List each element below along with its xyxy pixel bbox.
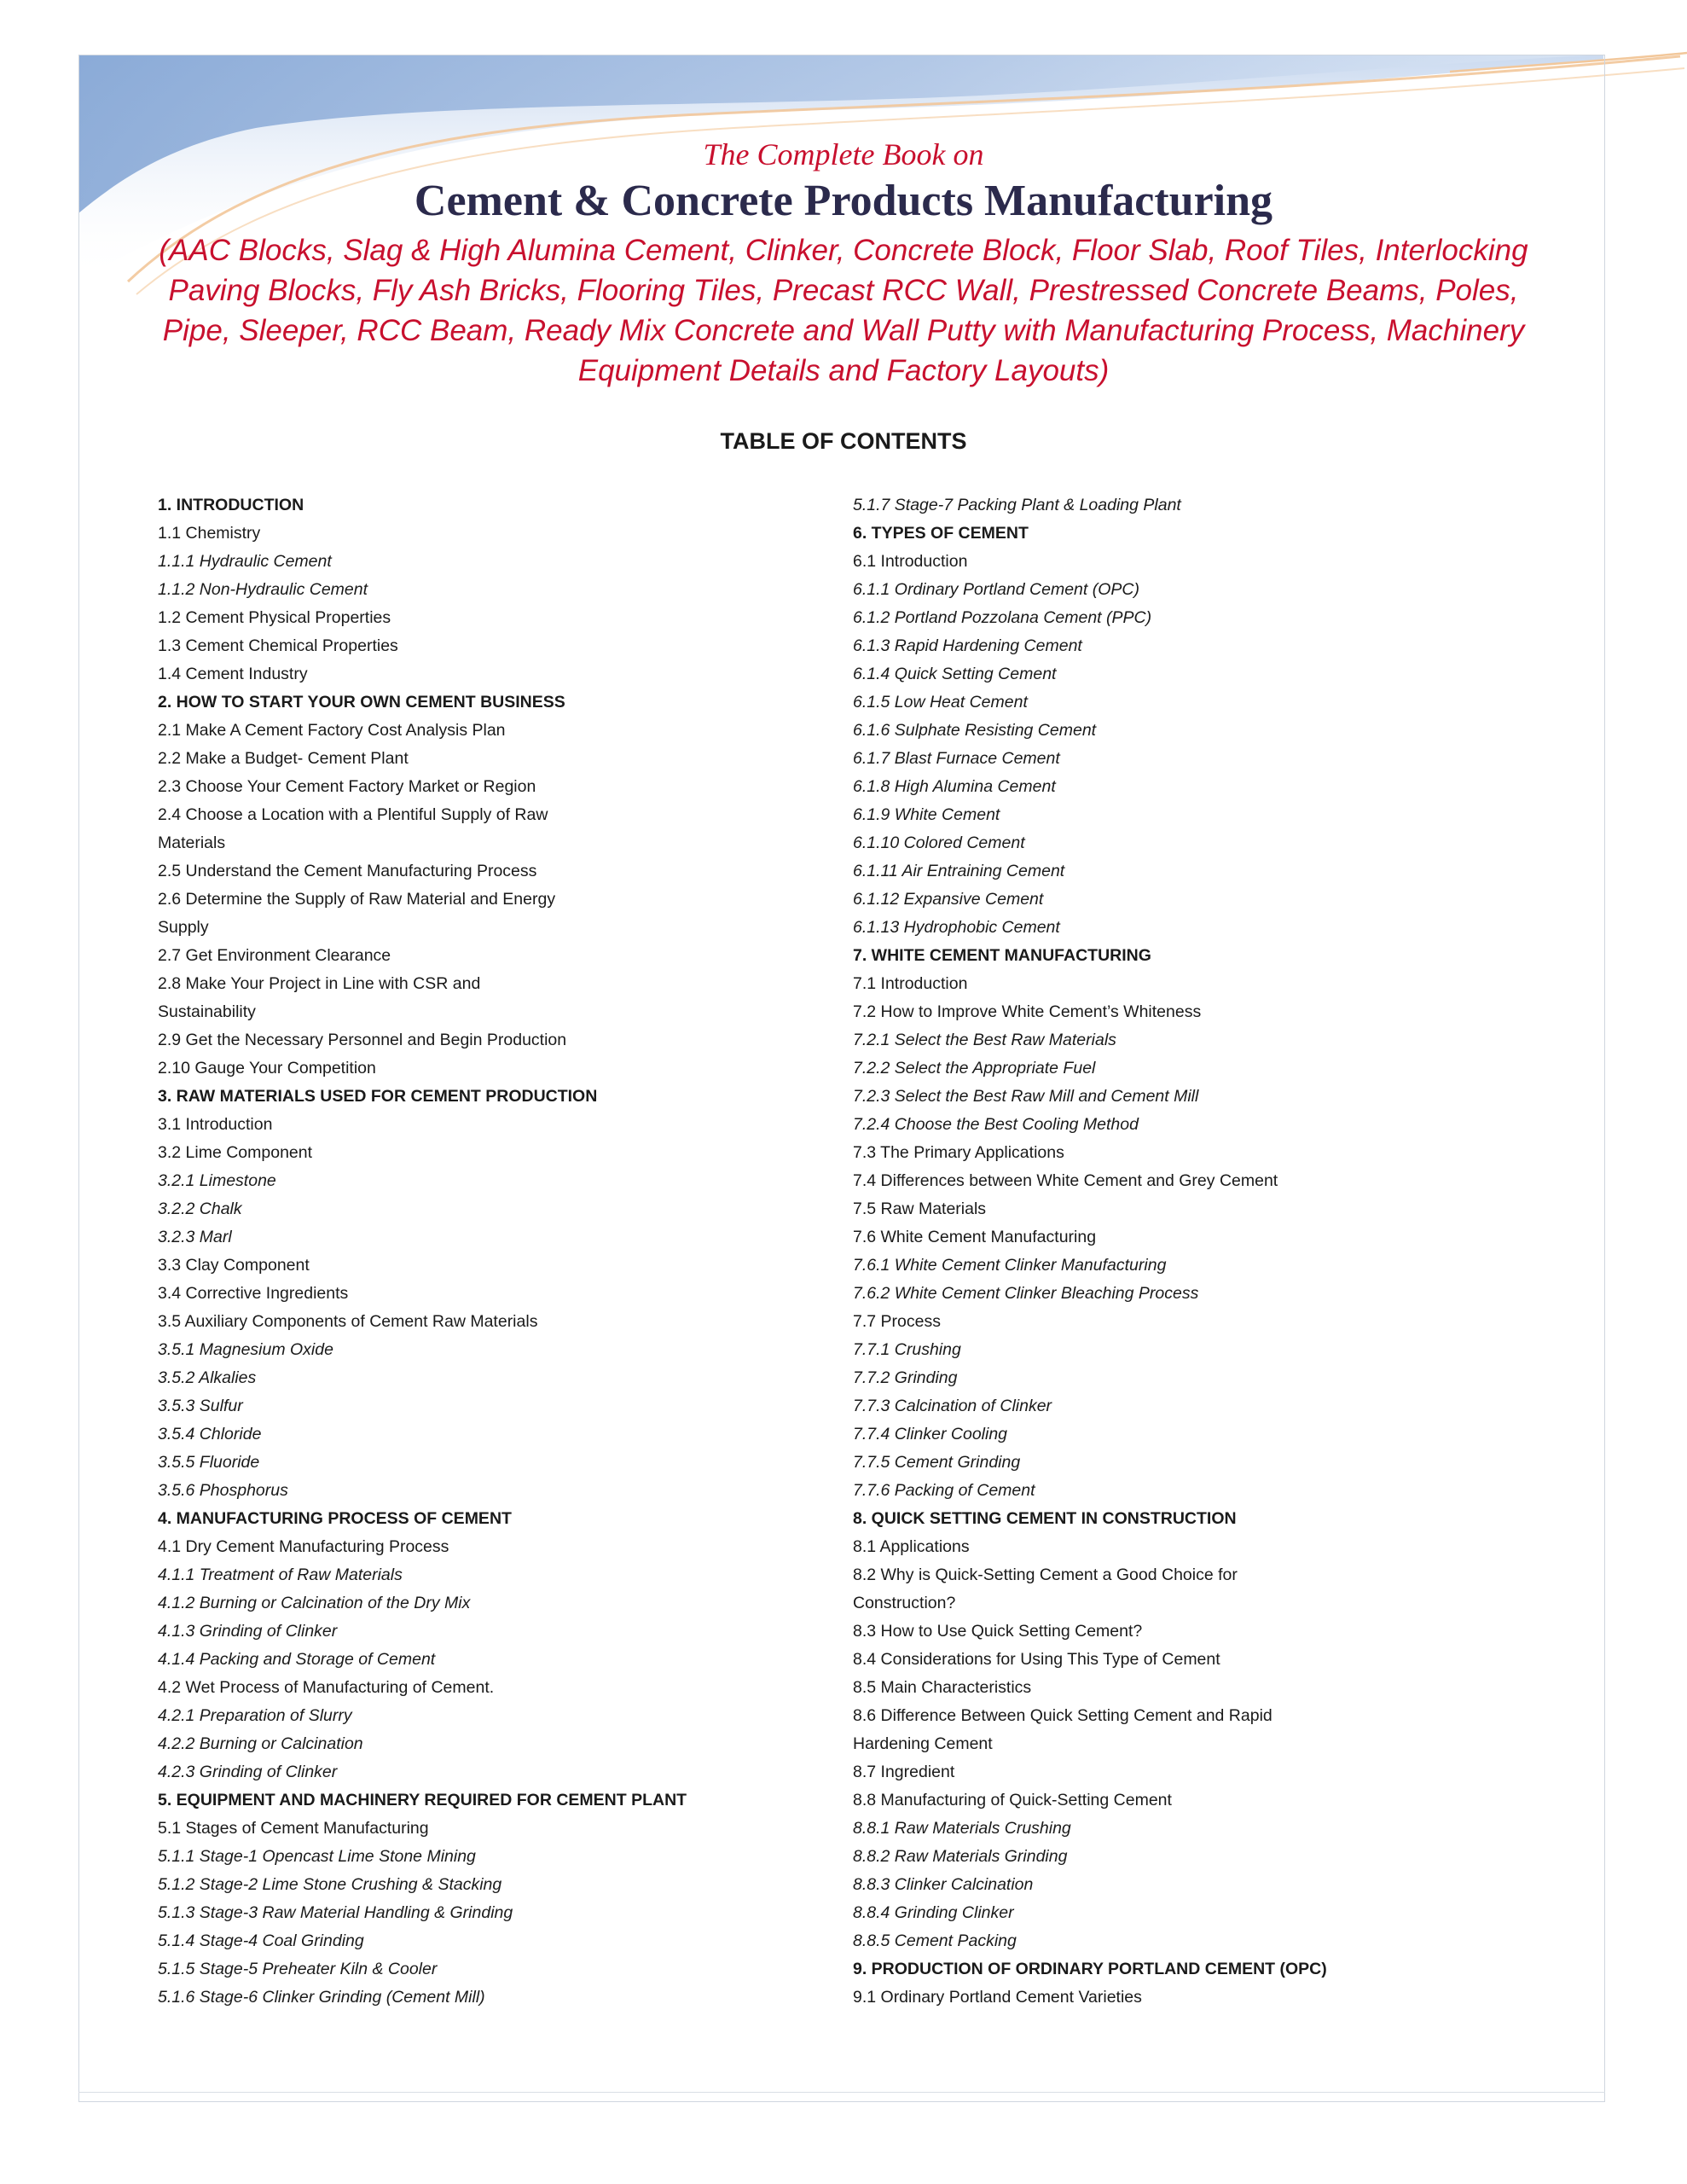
toc-entry: 4.1.4 Packing and Storage of Cement bbox=[158, 1650, 436, 1669]
toc-entry: 2.8 Make Your Project in Line with CSR and bbox=[158, 974, 481, 993]
toc-entry: 3.5.6 Phosphorus bbox=[158, 1481, 288, 1500]
toc-entry: 1.1 Chemistry bbox=[158, 524, 261, 543]
toc-entry: 7.4 Differences between White Cement and Grey Cement bbox=[853, 1171, 1278, 1190]
toc-entry: 7.3 The Primary Applications bbox=[853, 1143, 1064, 1162]
toc-entry: 7.7.4 Clinker Cooling bbox=[853, 1425, 1008, 1443]
toc-entry: 6.1.11 Air Entraining Cement bbox=[853, 862, 1065, 880]
toc-entry: 8.8.3 Clinker Calcination bbox=[853, 1875, 1034, 1894]
toc-entry: 5.1.2 Stage-2 Lime Stone Crushing & Stacking bbox=[158, 1875, 502, 1894]
toc-entry: 7.7.1 Crushing bbox=[853, 1340, 961, 1359]
toc-entry: 3.2.2 Chalk bbox=[158, 1199, 242, 1218]
toc-entry: 4.2.2 Burning or Calcination bbox=[158, 1734, 363, 1753]
toc-entry: 7.7.6 Packing of Cement bbox=[853, 1481, 1035, 1500]
book-description-line: Paving Blocks, Fly Ash Bricks, Flooring Tiles, Precast RCC Wall, Prestressed Concrete Beams, Poles, bbox=[168, 274, 1519, 307]
toc-entry: 8.6 Difference Between Quick Setting Cement and Rapid bbox=[853, 1706, 1272, 1725]
toc-entry: 6.1.5 Low Heat Cement bbox=[853, 693, 1028, 712]
toc-entry: 7.5 Raw Materials bbox=[853, 1199, 987, 1218]
toc-entry: 8.4 Considerations for Using This Type of Cement bbox=[853, 1650, 1220, 1669]
toc-entry: 6.1.12 Expansive Cement bbox=[853, 890, 1044, 909]
toc-entry: 8.2 Why is Quick-Setting Cement a Good Choice for bbox=[853, 1565, 1238, 1584]
toc-column-left bbox=[158, 491, 806, 2012]
toc-chapter-heading: 1. INTRODUCTION bbox=[158, 496, 304, 514]
toc-entry: 7.2 How to Improve White Cement’s Whiteness bbox=[853, 1002, 1202, 1021]
toc-entry: 1.4 Cement Industry bbox=[158, 665, 308, 683]
toc-heading: TABLE OF CONTENTS bbox=[720, 428, 967, 454]
toc-chapter-heading: 5. EQUIPMENT AND MACHINERY REQUIRED FOR CEMENT PLANT bbox=[158, 1791, 687, 1809]
toc-entry: 6.1.10 Colored Cement bbox=[853, 834, 1025, 852]
toc-entry: 1.3 Cement Chemical Properties bbox=[158, 636, 398, 655]
toc-entry: Sustainability bbox=[158, 1002, 256, 1021]
toc-entry: 4.1.1 Treatment of Raw Materials bbox=[158, 1565, 403, 1584]
toc-entry: 6.1.7 Blast Furnace Cement bbox=[853, 749, 1060, 768]
toc-entry: 9.1 Ordinary Portland Cement Varieties bbox=[853, 1988, 1142, 2007]
book-description-line: Pipe, Sleeper, RCC Beam, Ready Mix Concrete and Wall Putty with Manufacturing Process, Machinery bbox=[162, 314, 1525, 347]
toc-entry: 4.2.1 Preparation of Slurry bbox=[158, 1706, 352, 1725]
toc-entry: Construction? bbox=[853, 1594, 956, 1612]
toc-entry: 6.1.9 White Cement bbox=[853, 805, 1000, 824]
toc-entry: 8.8.5 Cement Packing bbox=[853, 1931, 1017, 1950]
toc-entry: 8.8 Manufacturing of Quick-Setting Cement bbox=[853, 1791, 1172, 1809]
toc-entry: 8.3 How to Use Quick Setting Cement? bbox=[853, 1622, 1143, 1641]
toc-entry: 3.2.3 Marl bbox=[158, 1228, 232, 1246]
toc-entry: 3.5.1 Magnesium Oxide bbox=[158, 1340, 333, 1359]
toc-entry: 3.5.4 Chloride bbox=[158, 1425, 262, 1443]
toc-entry: 3.1 Introduction bbox=[158, 1115, 273, 1134]
toc-entry: 5.1.6 Stage-6 Clinker Grinding (Cement Mill) bbox=[158, 1988, 485, 2007]
toc-chapter-heading: 3. RAW MATERIALS USED FOR CEMENT PRODUCTION bbox=[158, 1087, 598, 1106]
toc-entry: 3.4 Corrective Ingredients bbox=[158, 1284, 349, 1303]
toc-entry: 3.2 Lime Component bbox=[158, 1143, 313, 1162]
book-title: Cement & Concrete Products Manufacturing bbox=[414, 177, 1273, 225]
toc-entry: 7.7.5 Cement Grinding bbox=[853, 1453, 1021, 1472]
toc-entry: 3.5.5 Fluoride bbox=[158, 1453, 260, 1472]
toc-entry: 8.5 Main Characteristics bbox=[853, 1678, 1032, 1697]
toc-entry: 6.1.13 Hydrophobic Cement bbox=[853, 918, 1060, 937]
toc-entry: 5.1 Stages of Cement Manufacturing bbox=[158, 1819, 429, 1838]
toc-entry: 7.6.1 White Cement Clinker Manufacturing bbox=[853, 1256, 1167, 1275]
toc-entry: 4.2 Wet Process of Manufacturing of Cement. bbox=[158, 1678, 495, 1697]
toc-entry: 3.5.2 Alkalies bbox=[158, 1368, 257, 1387]
toc-entry: 6.1.1 Ordinary Portland Cement (OPC) bbox=[853, 580, 1139, 599]
toc-entry: 6.1.3 Rapid Hardening Cement bbox=[853, 636, 1082, 655]
toc-entry: 2.5 Understand the Cement Manufacturing Process bbox=[158, 862, 537, 880]
toc-entry: 8.8.2 Raw Materials Grinding bbox=[853, 1847, 1068, 1866]
toc-entry: 3.5 Auxiliary Components of Cement Raw Materials bbox=[158, 1312, 538, 1331]
toc-entry: 7.2.3 Select the Best Raw Mill and Cement Mill bbox=[853, 1087, 1199, 1106]
toc-chapter-heading: 9. PRODUCTION OF ORDINARY PORTLAND CEMENT (OPC) bbox=[853, 1960, 1327, 1978]
toc-entry: 2.9 Get the Necessary Personnel and Begin Production bbox=[158, 1031, 567, 1049]
toc-entry: Hardening Cement bbox=[853, 1734, 993, 1753]
toc-entry: 8.1 Applications bbox=[853, 1537, 970, 1556]
toc-entry: 8.8.4 Grinding Clinker bbox=[853, 1903, 1014, 1922]
toc-entry: 5.1.7 Stage-7 Packing Plant & Loading Plant bbox=[853, 496, 1181, 514]
toc-entry: 5.1.1 Stage-1 Opencast Lime Stone Mining bbox=[158, 1847, 476, 1866]
toc-entry: 7.2.1 Select the Best Raw Materials bbox=[853, 1031, 1116, 1049]
toc-entry: 8.8.1 Raw Materials Crushing bbox=[853, 1819, 1071, 1838]
toc-entry: 6.1.4 Quick Setting Cement bbox=[853, 665, 1057, 683]
toc-entry: 6.1.8 High Alumina Cement bbox=[853, 777, 1056, 796]
toc-entry: 7.2.4 Choose the Best Cooling Method bbox=[853, 1115, 1139, 1134]
toc-column-right bbox=[853, 491, 1501, 2012]
toc-chapter-heading: 8. QUICK SETTING CEMENT IN CONSTRUCTION bbox=[853, 1509, 1237, 1528]
toc-entry: 2.3 Choose Your Cement Factory Market or Region bbox=[158, 777, 536, 796]
toc-entry: 7.7 Process bbox=[853, 1312, 941, 1331]
toc-entry: 2.2 Make a Budget- Cement Plant bbox=[158, 749, 409, 768]
toc-entry: 4.2.3 Grinding of Clinker bbox=[158, 1763, 338, 1781]
toc-entry: 6.1.2 Portland Pozzolana Cement (PPC) bbox=[853, 608, 1152, 627]
toc-entry: 1.2 Cement Physical Properties bbox=[158, 608, 391, 627]
toc-entry: 3.5.3 Sulfur bbox=[158, 1397, 243, 1415]
toc-chapter-heading: 2. HOW TO START YOUR OWN CEMENT BUSINESS bbox=[158, 693, 565, 712]
toc-entry: 4.1 Dry Cement Manufacturing Process bbox=[158, 1537, 449, 1556]
toc-entry: 2.7 Get Environment Clearance bbox=[158, 946, 391, 965]
toc-entry: 3.2.1 Limestone bbox=[158, 1171, 276, 1190]
toc-entry: Materials bbox=[158, 834, 226, 852]
toc-chapter-heading: 4. MANUFACTURING PROCESS OF CEMENT bbox=[158, 1509, 512, 1528]
toc-entry: 8.7 Ingredient bbox=[853, 1763, 955, 1781]
toc-entry: 2.1 Make A Cement Factory Cost Analysis Plan bbox=[158, 721, 506, 740]
title-block bbox=[128, 135, 1559, 391]
toc-entry: 6.1 Introduction bbox=[853, 552, 968, 571]
toc-entry: 6.1.6 Sulphate Resisting Cement bbox=[853, 721, 1097, 740]
toc-entry: 7.7.2 Grinding bbox=[853, 1368, 958, 1387]
toc-entry: 5.1.4 Stage-4 Coal Grinding bbox=[158, 1931, 364, 1950]
toc-entry: 2.10 Gauge Your Competition bbox=[158, 1059, 376, 1077]
page-frame-bottom-rule bbox=[78, 2092, 1605, 2102]
toc-entry: 4.1.2 Burning or Calcination of the Dry Mix bbox=[158, 1594, 471, 1612]
toc-entry: 1.1.2 Non-Hydraulic Cement bbox=[158, 580, 368, 599]
toc-entry: 7.6 White Cement Manufacturing bbox=[853, 1228, 1097, 1246]
toc-entry: 5.1.3 Stage-3 Raw Material Handling & Grinding bbox=[158, 1903, 513, 1922]
toc-chapter-heading: 6. TYPES OF CEMENT bbox=[853, 524, 1029, 543]
toc-entry: 2.4 Choose a Location with a Plentiful Supply of Raw bbox=[158, 805, 548, 824]
toc-entry: 4.1.3 Grinding of Clinker bbox=[158, 1622, 338, 1641]
book-description-line: Equipment Details and Factory Layouts) bbox=[577, 354, 1110, 387]
toc-entry: 7.2.2 Select the Appropriate Fuel bbox=[853, 1059, 1096, 1077]
toc-chapter-heading: 7. WHITE CEMENT MANUFACTURING bbox=[853, 946, 1151, 965]
book-description-line: (AAC Blocks, Slag & High Alumina Cement, Clinker, Concrete Block, Floor Slab, Roof Tiles, Interlocking bbox=[159, 234, 1528, 267]
toc-entry: 2.6 Determine the Supply of Raw Material and Energy bbox=[158, 890, 556, 909]
toc-entry: 1.1.1 Hydraulic Cement bbox=[158, 552, 332, 571]
toc-entry: 7.1 Introduction bbox=[853, 974, 968, 993]
toc-entry: 5.1.5 Stage-5 Preheater Kiln & Cooler bbox=[158, 1960, 438, 1978]
book-subtitle: The Complete Book on bbox=[703, 137, 984, 171]
toc-entry: 7.7.3 Calcination of Clinker bbox=[853, 1397, 1052, 1415]
toc-entry: Supply bbox=[158, 918, 209, 937]
toc-entry: 7.6.2 White Cement Clinker Bleaching Process bbox=[853, 1284, 1199, 1303]
toc-entry: 3.3 Clay Component bbox=[158, 1256, 310, 1275]
